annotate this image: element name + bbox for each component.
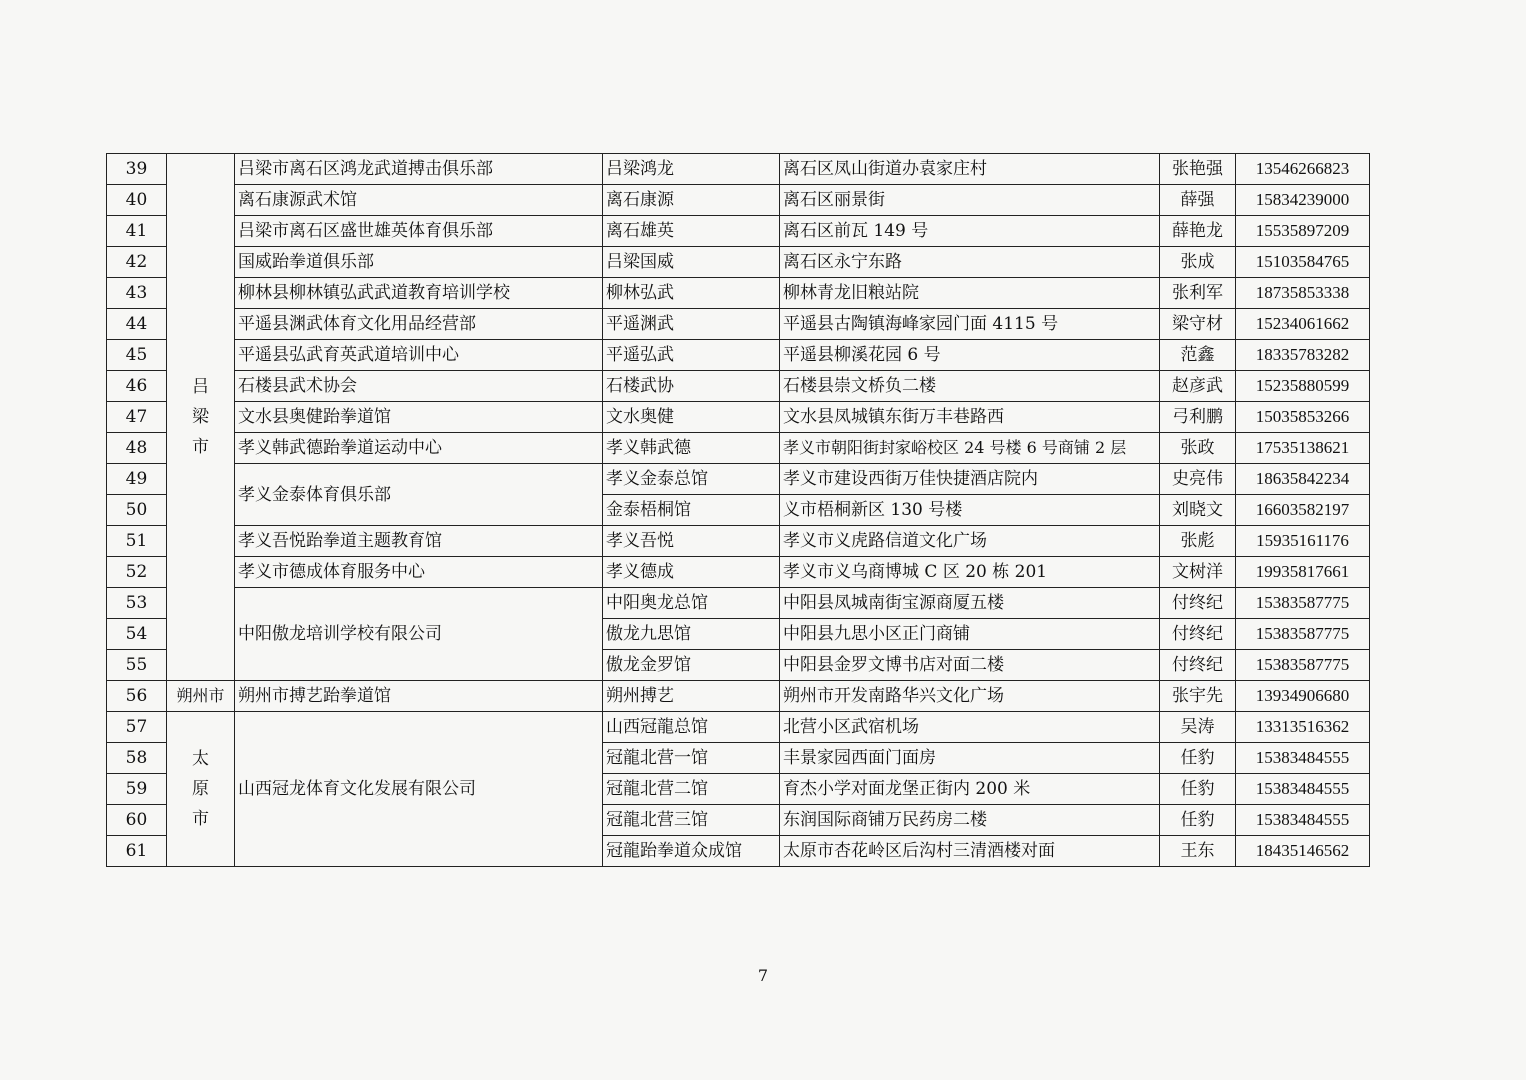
table-row	[107, 712, 1370, 743]
phone-number: 18635842234	[1236, 464, 1370, 495]
city-cell-shuozhou: 朔州市	[167, 681, 235, 712]
table-row	[107, 588, 1370, 619]
contact-person: 任豹	[1160, 805, 1236, 836]
table-row	[107, 154, 1370, 185]
organization-name: 柳林县柳林镇弘武武道教育培训学校	[235, 278, 603, 309]
phone-number: 17535138621	[1236, 433, 1370, 464]
address: 平遥县古陶镇海峰家园门面 4115 号	[780, 309, 1160, 340]
contact-person: 文树洋	[1160, 557, 1236, 588]
phone-number: 15834239000	[1236, 185, 1370, 216]
short-name: 吕梁国威	[603, 247, 780, 278]
contact-person: 付终纪	[1160, 588, 1236, 619]
contact-person: 付终纪	[1160, 650, 1236, 681]
address: 义市梧桐新区 130 号楼	[780, 495, 1160, 526]
organization-name: 国威跆拳道俱乐部	[235, 247, 603, 278]
row-number: 53	[107, 588, 167, 619]
address: 离石区前瓦 149 号	[780, 216, 1160, 247]
short-name: 石楼武协	[603, 371, 780, 402]
contact-person: 史亮伟	[1160, 464, 1236, 495]
organization-name: 中阳傲龙培训学校有限公司	[235, 588, 603, 681]
row-number: 56	[107, 681, 167, 712]
organization-name: 孝义市德成体育服务中心	[235, 557, 603, 588]
row-number: 54	[107, 619, 167, 650]
contact-person: 张宇先	[1160, 681, 1236, 712]
short-name: 傲龙金罗馆	[603, 650, 780, 681]
row-number: 40	[107, 185, 167, 216]
short-name: 柳林弘武	[603, 278, 780, 309]
row-number: 52	[107, 557, 167, 588]
table-row	[107, 464, 1370, 495]
phone-number: 15935161176	[1236, 526, 1370, 557]
city-cell-taiyuan	[167, 712, 235, 867]
short-name: 傲龙九思馆	[603, 619, 780, 650]
address: 离石区永宁东路	[780, 247, 1160, 278]
short-name: 吕梁鸿龙	[603, 154, 780, 185]
address: 太原市杏花岭区后沟村三清酒楼对面	[780, 836, 1160, 867]
phone-number: 15383484555	[1236, 805, 1370, 836]
table-row	[107, 681, 1370, 712]
contact-person: 张艳强	[1160, 154, 1236, 185]
row-number: 57	[107, 712, 167, 743]
address: 中阳县凤城南街宝源商厦五楼	[780, 588, 1160, 619]
address: 育杰小学对面龙堡正街内 200 米	[780, 774, 1160, 805]
organization-name: 孝义金泰体育俱乐部	[235, 464, 603, 526]
contact-person: 张成	[1160, 247, 1236, 278]
phone-number: 15535897209	[1236, 216, 1370, 247]
short-name: 冠龍跆拳道众成馆	[603, 836, 780, 867]
phone-number: 18735853338	[1236, 278, 1370, 309]
short-name: 文水奥健	[603, 402, 780, 433]
organization-name: 石楼县武术协会	[235, 371, 603, 402]
table-row	[107, 309, 1370, 340]
organization-name: 平遥县渊武体育文化用品经营部	[235, 309, 603, 340]
row-number: 58	[107, 743, 167, 774]
table-row	[107, 402, 1370, 433]
table-row	[107, 340, 1370, 371]
row-number: 44	[107, 309, 167, 340]
phone-number: 15383484555	[1236, 743, 1370, 774]
contact-person: 吴涛	[1160, 712, 1236, 743]
contact-person: 任豹	[1160, 774, 1236, 805]
address: 孝义市朝阳街封家峪校区 24 号楼 6 号商铺 2 层	[780, 433, 1160, 464]
table-row	[107, 247, 1370, 278]
address: 离石区丽景街	[780, 185, 1160, 216]
phone-number: 13313516362	[1236, 712, 1370, 743]
phone-number: 15035853266	[1236, 402, 1370, 433]
short-name: 朔州搏艺	[603, 681, 780, 712]
row-number: 51	[107, 526, 167, 557]
row-number: 48	[107, 433, 167, 464]
phone-number: 13546266823	[1236, 154, 1370, 185]
organization-name: 孝义韩武德跆拳道运动中心	[235, 433, 603, 464]
phone-number: 18335783282	[1236, 340, 1370, 371]
address: 石楼县崇文桥负二楼	[780, 371, 1160, 402]
short-name: 孝义韩武德	[603, 433, 780, 464]
organization-name: 吕梁市离石区盛世雄英体育俱乐部	[235, 216, 603, 247]
phone-number: 15103584765	[1236, 247, 1370, 278]
row-number: 61	[107, 836, 167, 867]
row-number: 39	[107, 154, 167, 185]
short-name: 冠龍北营二馆	[603, 774, 780, 805]
contact-person: 刘晓文	[1160, 495, 1236, 526]
short-name: 孝义德成	[603, 557, 780, 588]
address: 柳林青龙旧粮站院	[780, 278, 1160, 309]
organization-name: 平遥县弘武育英武道培训中心	[235, 340, 603, 371]
address: 孝义市义虎路信道文化广场	[780, 526, 1160, 557]
row-number: 59	[107, 774, 167, 805]
short-name: 冠龍北营一馆	[603, 743, 780, 774]
city-cell-lvliang	[167, 154, 235, 681]
row-number: 43	[107, 278, 167, 309]
organization-name: 山西冠龙体育文化发展有限公司	[235, 712, 603, 867]
short-name: 金泰梧桐馆	[603, 495, 780, 526]
phone-number: 15383587775	[1236, 650, 1370, 681]
row-number: 50	[107, 495, 167, 526]
phone-number: 13934906680	[1236, 681, 1370, 712]
short-name: 孝义吾悦	[603, 526, 780, 557]
address: 平遥县柳溪花园 6 号	[780, 340, 1160, 371]
table-row	[107, 557, 1370, 588]
table-row	[107, 216, 1370, 247]
contact-person: 张政	[1160, 433, 1236, 464]
short-name: 平遥弘武	[603, 340, 780, 371]
phone-number: 15383484555	[1236, 774, 1370, 805]
row-number: 41	[107, 216, 167, 247]
address: 离石区凤山街道办袁家庄村	[780, 154, 1160, 185]
city-name: 太原市	[192, 749, 209, 829]
contact-person: 张彪	[1160, 526, 1236, 557]
phone-number: 15383587775	[1236, 619, 1370, 650]
row-number: 55	[107, 650, 167, 681]
contact-person: 张利军	[1160, 278, 1236, 309]
row-number: 60	[107, 805, 167, 836]
phone-number: 18435146562	[1236, 836, 1370, 867]
short-name: 中阳奥龙总馆	[603, 588, 780, 619]
contact-person: 任豹	[1160, 743, 1236, 774]
address: 东润国际商铺万民药房二楼	[780, 805, 1160, 836]
contact-person: 梁守材	[1160, 309, 1236, 340]
organization-name: 孝义吾悦跆拳道主题教育馆	[235, 526, 603, 557]
address: 丰景家园西面门面房	[780, 743, 1160, 774]
organization-name: 离石康源武术馆	[235, 185, 603, 216]
address: 孝义市义乌商博城 C 区 20 栋 201	[780, 557, 1160, 588]
organization-name: 文水县奥健跆拳道馆	[235, 402, 603, 433]
address: 文水县凤城镇东街万丰巷路西	[780, 402, 1160, 433]
table-row	[107, 433, 1370, 464]
short-name: 平遥渊武	[603, 309, 780, 340]
phone-number: 15235880599	[1236, 371, 1370, 402]
table-row	[107, 185, 1370, 216]
contact-person: 赵彦武	[1160, 371, 1236, 402]
row-number: 46	[107, 371, 167, 402]
contact-person: 弓利鹏	[1160, 402, 1236, 433]
contact-person: 范鑫	[1160, 340, 1236, 371]
row-number: 49	[107, 464, 167, 495]
short-name: 山西冠龍总馆	[603, 712, 780, 743]
address: 孝义市建设西街万佳快捷酒店院内	[780, 464, 1160, 495]
city-name: 吕梁市	[192, 377, 209, 457]
page-number: 7	[757, 966, 769, 985]
short-name: 孝义金泰总馆	[603, 464, 780, 495]
contact-person: 付终纪	[1160, 619, 1236, 650]
phone-number: 15383587775	[1236, 588, 1370, 619]
phone-number: 19935817661	[1236, 557, 1370, 588]
row-number: 47	[107, 402, 167, 433]
table-row	[107, 371, 1370, 402]
table-row	[107, 526, 1370, 557]
address: 朔州市开发南路华兴文化广场	[780, 681, 1160, 712]
phone-number: 15234061662	[1236, 309, 1370, 340]
row-number: 42	[107, 247, 167, 278]
short-name: 冠龍北营三馆	[603, 805, 780, 836]
table-row	[107, 278, 1370, 309]
contact-person: 王东	[1160, 836, 1236, 867]
phone-number: 16603582197	[1236, 495, 1370, 526]
contact-person: 薛强	[1160, 185, 1236, 216]
short-name: 离石雄英	[603, 216, 780, 247]
organization-name: 朔州市搏艺跆拳道馆	[235, 681, 603, 712]
organization-name: 吕梁市离石区鸿龙武道搏击俱乐部	[235, 154, 603, 185]
contact-person: 薛艳龙	[1160, 216, 1236, 247]
club-listing-table	[106, 153, 1370, 867]
address: 北营小区武宿机场	[780, 712, 1160, 743]
address: 中阳县九思小区正门商铺	[780, 619, 1160, 650]
short-name: 离石康源	[603, 185, 780, 216]
row-number: 45	[107, 340, 167, 371]
address: 中阳县金罗文博书店对面二楼	[780, 650, 1160, 681]
